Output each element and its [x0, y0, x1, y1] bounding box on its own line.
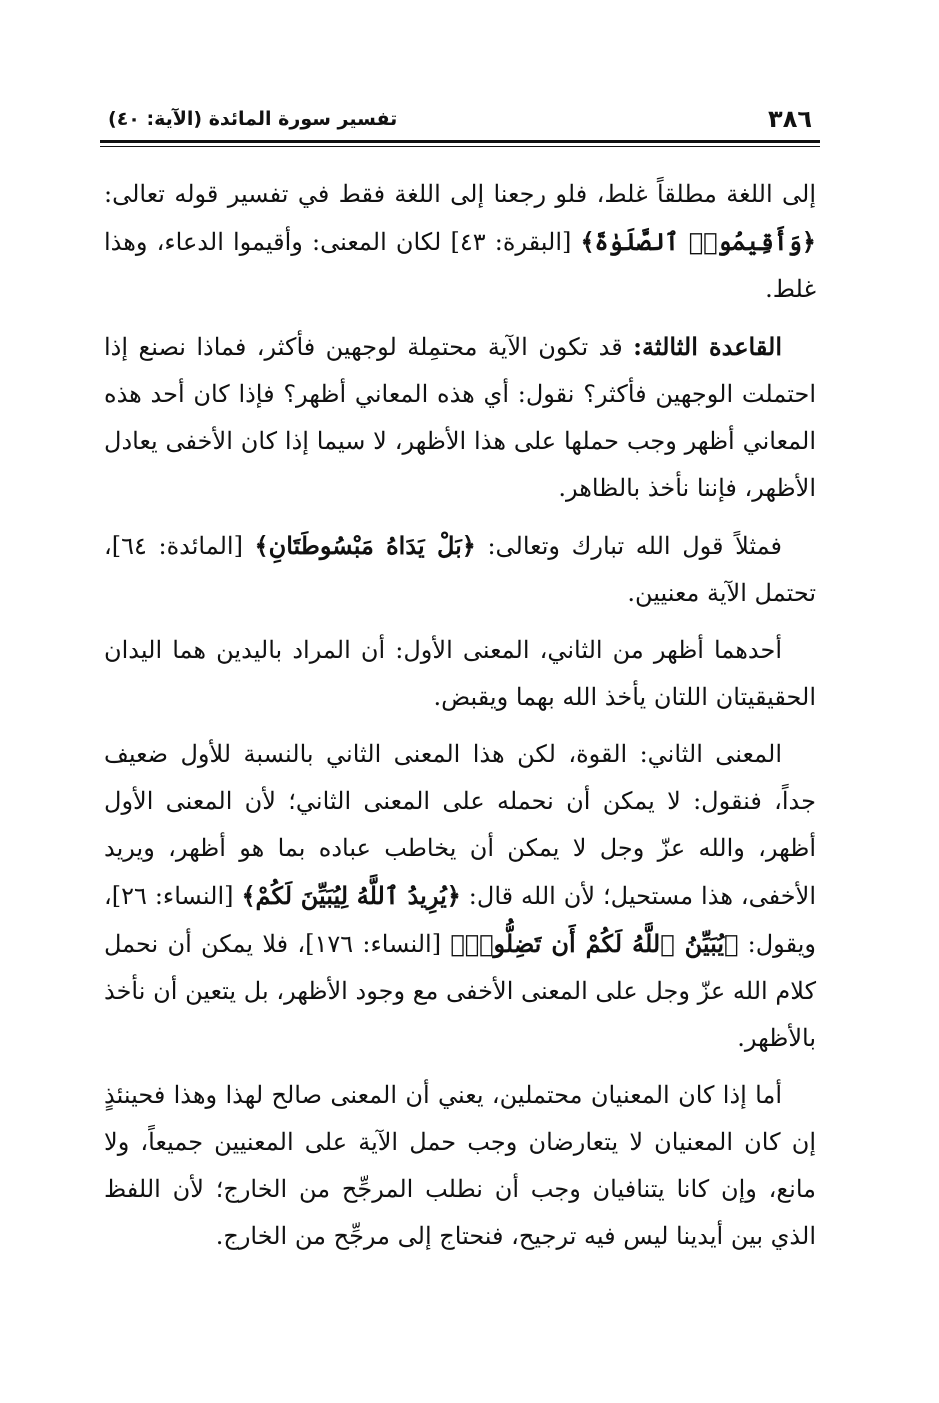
running-title: تفسير سورة المائدة (الآية: ٤٠)	[108, 108, 398, 130]
paragraph-text: [البقرة: ٤٣] لكان المعنى: وأقيموا الدعاء، وهذا غلط.	[104, 228, 816, 303]
paragraph-text: فمثلاً قول الله تبارك وتعالى:	[475, 532, 782, 560]
paragraph-text: [النساء: ٢٦]، ويقول:	[104, 882, 816, 958]
body-text	[100, 171, 820, 1260]
paragraph-text: أما إذا كان المعنيان محتملين، يعني أن المعنى صالح لهذا وهذا فحينئذٍ إن كان المعنيان لا يتعارضان وجب حمل الآية على المعنيين جميعاً، ولا مانع، وإن كانا يتنافيان وجب أن نطلب المرجِّح من الخارج؛ لأن اللفظ الذي بين أيدينا ليس فيه ترجيح، فنحتاج إلى مرجِّح من الخارج.	[104, 1081, 816, 1250]
page-header	[100, 96, 820, 134]
quran-verse: ﴿بَلْ يَدَاهُ مَبْسُوطَتَانِ﴾	[254, 531, 476, 560]
paragraph-5	[104, 731, 816, 1062]
rule-heading: القاعدة الثالثة:	[633, 332, 782, 361]
paragraph-3	[104, 522, 816, 617]
paragraph-2	[104, 323, 816, 512]
header-rule-thick	[100, 140, 820, 143]
paragraph-text: قد تكون الآية محتمِلة لوجهين فأكثر، فماذا نصنع إذا احتملت الوجهين فأكثر؟ نقول: أي هذه المعاني أظهر؟ فإذا كان أحد هذه المعاني أظهر وجب حملها على هذا الأظهر، لا سيما إذا كان الأخفى يعادل الأظهر، فإننا نأخذ بالظاهر.	[104, 333, 816, 502]
paragraph-text: المعنى الثاني: القوة، لكن هذا المعنى الثاني بالنسبة للأول ضعيف جداً، فنقول: لا يمكن أن نحمله على المعنى الثاني؛ لأن المعنى الأول أظهر، والله عزّ وجل لا يمكن أن يخاطب عباده بما هو أظهر، ويريد الأخفى، هذا مستحيل؛ لأن الله قال:	[104, 740, 816, 910]
paragraph-text: أحدهما أظهر من الثاني، المعنى الأول: أن المراد باليدين هما اليدان الحقيقيتان اللتان يأخذ الله بهما ويقبض.	[104, 636, 816, 711]
paragraph-4	[104, 627, 816, 721]
page-number: ٣٨٦	[768, 105, 812, 133]
quran-verse: ﴿يُرِيدُ ٱللَّهُ لِيُبَيِّنَ لَكُمْ﴾	[241, 881, 461, 910]
paragraph-text: [المائدة: ٦٤]، تحتمل الآية معنيين.	[104, 532, 816, 607]
book-page	[100, 96, 820, 1316]
paragraph-text: إلى اللغة مطلقاً غلط، فلو رجعنا إلى اللغة فقط في تفسير قوله تعالى:	[104, 180, 816, 208]
paragraph-text: [النساء: ١٧٦]، فلا يمكن أن نحمل كلام الله عزّ وجل على المعنى الأخفى مع وجود الأظهر، بل يتعين أن نأخذ بالأظهر.	[104, 930, 816, 1052]
quran-verse: ﴿وَأَقِيمُوا۟ ٱلصَّلَوٰةَ﴾	[580, 227, 816, 256]
paragraph-6	[104, 1072, 816, 1260]
quran-verse: ﴿يُبَيِّنُ ٱللَّهُ لَكُمْ أَن تَضِلُّوا۟﴾	[450, 929, 739, 958]
paragraph-1	[104, 171, 816, 313]
header-rule-thin	[100, 146, 820, 147]
